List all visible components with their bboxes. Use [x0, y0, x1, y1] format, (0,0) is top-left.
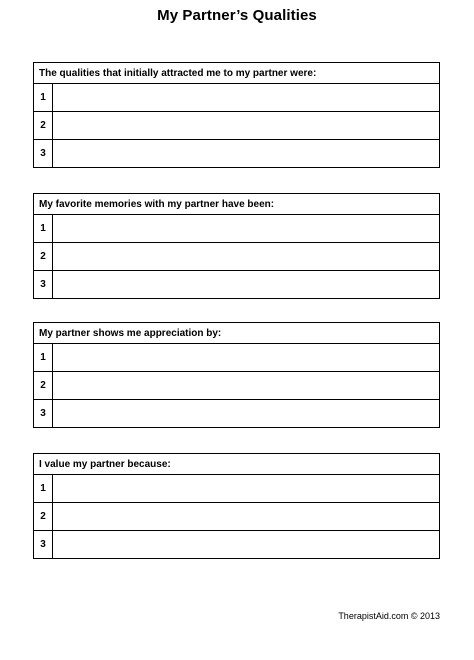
- row-number: 1: [34, 344, 53, 371]
- answer-row: [34, 400, 439, 427]
- row-number: 2: [34, 112, 53, 139]
- answer-row: [34, 215, 439, 243]
- answer-row: [34, 271, 439, 298]
- row-number: 2: [34, 503, 53, 530]
- answer-field[interactable]: [53, 531, 439, 558]
- section-header: The qualities that initially attracted me to my partner were:: [34, 63, 439, 84]
- answer-row: [34, 475, 439, 503]
- answer-field[interactable]: [53, 243, 439, 270]
- answer-row: [34, 344, 439, 372]
- value-section: [33, 453, 440, 559]
- answer-row: [34, 372, 439, 400]
- answer-field[interactable]: [53, 215, 439, 242]
- footer-credit: TherapistAid.com © 2013: [338, 611, 440, 621]
- answer-field[interactable]: [53, 84, 439, 111]
- answer-row: [34, 84, 439, 112]
- row-number: 3: [34, 140, 53, 167]
- row-number: 2: [34, 243, 53, 270]
- answer-row: [34, 140, 439, 167]
- answer-field[interactable]: [53, 271, 439, 298]
- row-number: 1: [34, 84, 53, 111]
- answer-field[interactable]: [53, 475, 439, 502]
- answer-row: [34, 243, 439, 271]
- section-header: My partner shows me appreciation by:: [34, 323, 439, 344]
- answer-field[interactable]: [53, 503, 439, 530]
- answer-field[interactable]: [53, 112, 439, 139]
- row-number: 3: [34, 400, 53, 427]
- answer-field[interactable]: [53, 344, 439, 371]
- section-header: My favorite memories with my partner have been:: [34, 194, 439, 215]
- answer-field[interactable]: [53, 140, 439, 167]
- memories-section: [33, 193, 440, 299]
- qualities-section: [33, 62, 440, 168]
- answer-row: [34, 531, 439, 558]
- row-number: 1: [34, 215, 53, 242]
- row-number: 3: [34, 271, 53, 298]
- row-number: 2: [34, 372, 53, 399]
- answer-field[interactable]: [53, 400, 439, 427]
- row-number: 1: [34, 475, 53, 502]
- row-number: 3: [34, 531, 53, 558]
- answer-row: [34, 503, 439, 531]
- page-title: My Partner’s Qualities: [157, 7, 317, 24]
- section-header: I value my partner because:: [34, 454, 439, 475]
- answer-row: [34, 112, 439, 140]
- appreciation-section: [33, 322, 440, 428]
- answer-field[interactable]: [53, 372, 439, 399]
